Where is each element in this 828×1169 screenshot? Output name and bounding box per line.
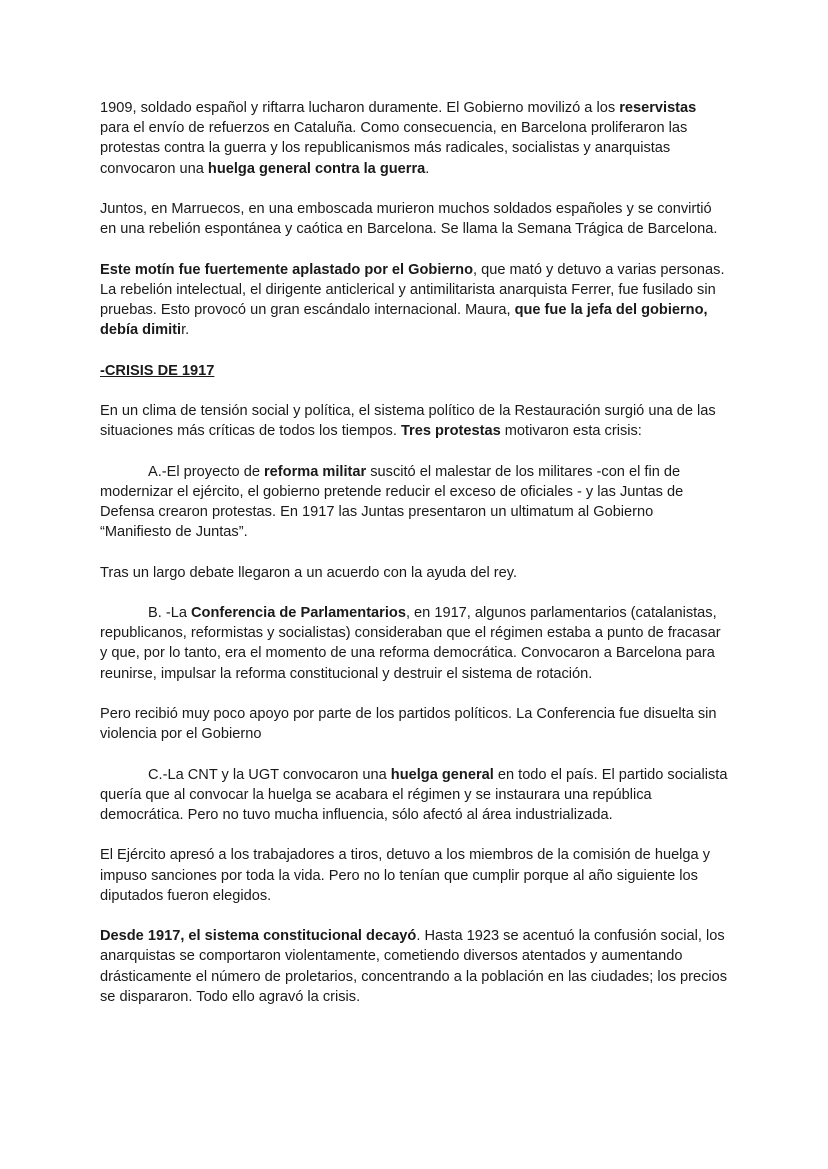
bold-text: -CRISIS DE 1917	[100, 362, 215, 379]
bold-text: Conferencia de Parlamentarios	[191, 604, 406, 621]
paragraph-clima-tension	[100, 401, 728, 441]
paragraph-b-conferencia	[100, 603, 728, 684]
text-run: En un clima de tensión social y política, el sistema político de la Restauración surgió una de las situaciones más críticas de todos los tiempos.	[100, 402, 716, 440]
bold-text: huelga general	[390, 766, 494, 783]
text-run: Tras un largo debate llegaron a un acuerdo con la ayuda del rey.	[100, 564, 518, 581]
text-run: . Hasta 1923 se acentuó la confusión social, los anarquistas se comportaron violentamente, cometiendo diversos atentados y aumentando drásticamente el número de proletarios, concentrando a la población en las ciudades; los precios se dispararon. Todo ello agravó la crisis.	[100, 928, 728, 1005]
paragraph-sistema-decayo	[100, 926, 728, 1007]
text-run: 1909, soldado español y riftarra lucharon duramente. El Gobierno movilizó a los	[100, 100, 620, 116]
paragraph-poco-apoyo	[100, 704, 728, 744]
text-run: r.	[181, 322, 190, 339]
paragraph-c-huelga-general	[100, 765, 728, 826]
bold-text: reservistas	[619, 100, 697, 116]
section-heading-crisis-1917	[100, 361, 728, 381]
text-run: .	[425, 160, 430, 177]
text-run: Pero recibió muy poco apoyo por parte de los partidos políticos. La Conferencia fue disuelta sin violencia por el Gobierno	[100, 705, 717, 743]
text-run: , en 1917, algunos parlamentarios (catalanistas, republicanos, reformistas y socialistas) consideraban que el régimen estaba a punto de fracasar y que, por lo tanto, era el momento de una reforma democrática. Convocaron a Barcelona para reunirse, impulsar la reforma constitucional y destruir el sistema de rotación.	[100, 604, 721, 682]
document-page	[100, 98, 728, 1027]
bold-text: Tres protestas	[400, 423, 501, 440]
text-run: El Ejército apresó a los trabajadores a tiros, detuvo a los miembros de la comisión de huelga y impuso sanciones por toda la vida. Pero no lo tenían que cumplir porque al año siguiente los diputados fueron elegidos.	[100, 847, 711, 904]
text-run: para el envío de refuerzos en Cataluña. Como consecuencia, en Barcelona proliferaron las protestas contra la guerra y los republicanismos más radicales, socialistas y anarquistas convocaron una	[100, 120, 688, 177]
text-run: en todo el país. El partido socialista quería que al convocar la huelga se acabara el régimen y se instaurara una república democrática. Pero no tuvo mucha influencia, sólo afectó al área industrializada.	[100, 766, 728, 823]
paragraph-semana-tragica	[100, 199, 728, 239]
paragraph-acuerdo-rey	[100, 563, 728, 583]
text-run: suscitó el malestar de los militares -con el fin de modernizar el ejército, el gobierno pretende reducir el exceso de oficiales - y las Juntas de Defensa crearon protestas. En 1917 las Juntas presentaron un ultimatum al Gobierno “Manifiesto de Juntas”.	[100, 463, 684, 541]
text-run: Juntos, en Marruecos, en una emboscada murieron muchos soldados españoles y se convirtió en una rebelión espontánea y caótica en Barcelona. Se llama la Semana Trágica de Barcelona.	[100, 201, 718, 238]
paragraph-1909-conflict	[100, 98, 728, 179]
bold-text: Desde 1917, el sistema constitucional decayó	[100, 928, 417, 945]
paragraph-a-reforma-militar	[100, 462, 728, 543]
text-run: , que mató y detuvo a varias personas. La rebelión intelectual, el dirigente anticlerical y antimilitarista anarquista Ferrer, fue fusilado sin pruebas. Esto provocó un gran escándalo internacional. Maura,	[100, 261, 725, 318]
text-run: A.-El proyecto de	[148, 463, 264, 480]
text-run: motivaron esta crisis:	[500, 423, 642, 440]
bold-text: que fue la jefa del gobierno, debía dimiti	[100, 302, 708, 339]
paragraph-ejercito-apreso	[100, 845, 728, 906]
bold-text: reforma militar	[264, 463, 367, 480]
text-run: C.-La CNT y la UGT convocaron una	[148, 766, 391, 783]
text-run: B. -La	[148, 604, 191, 621]
paragraph-motin-aplastado	[100, 260, 728, 341]
bold-text: Este motín fue fuertemente aplastado por el Gobierno	[100, 261, 474, 278]
bold-text: huelga general contra la guerra	[207, 160, 426, 177]
